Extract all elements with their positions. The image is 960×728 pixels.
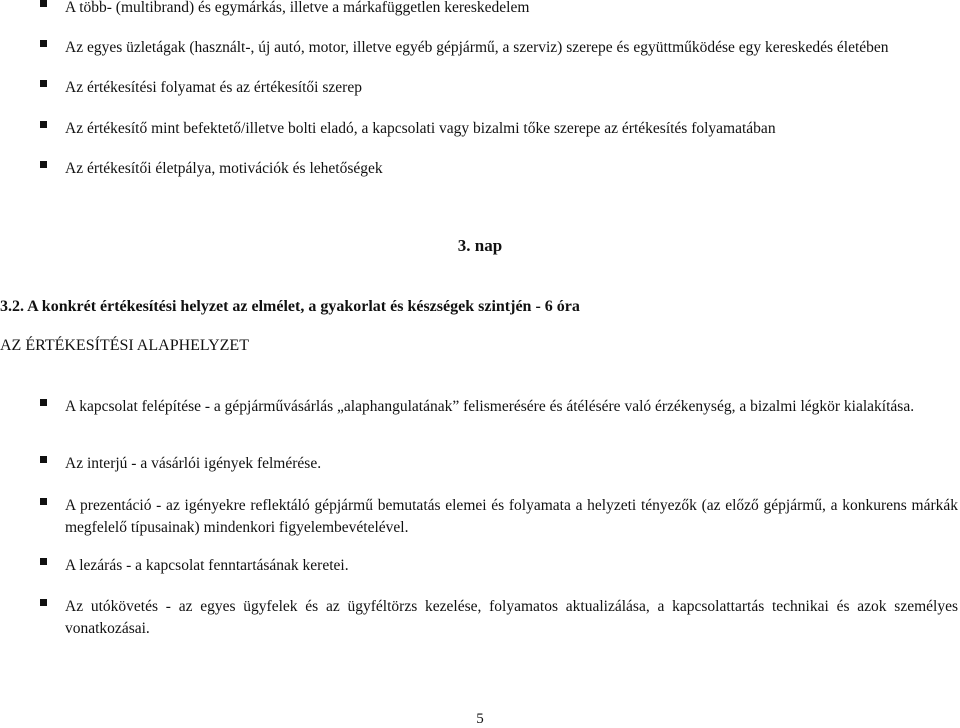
square-bullet-icon	[40, 161, 47, 168]
list-item-text: Az értékesítési folyamat és az értékesítői szerep	[65, 79, 362, 96]
list-item	[40, 0, 958, 19]
square-bullet-icon	[40, 399, 47, 406]
list-item	[40, 37, 958, 59]
square-bullet-icon	[40, 599, 47, 606]
list-item	[40, 596, 958, 640]
square-bullet-icon	[40, 498, 47, 505]
square-bullet-icon	[40, 80, 47, 87]
list-item-text: A lezárás - a kapcsolat fenntartásának keretei.	[65, 557, 349, 574]
page-number: 5	[476, 711, 484, 727]
list-item-text: Az értékesítői életpálya, motivációk és lehetőségek	[65, 160, 383, 177]
square-bullet-icon	[40, 558, 47, 565]
list-item-text: A prezentáció - az igényekre reflektáló gépjármű bemutatás elemei és folyamata a helyzeti tényezők (az előző gépjármű, a konkurens márkák megfelelő típusainak) mindenkori figyelembevételével.	[65, 497, 958, 536]
square-bullet-icon	[40, 40, 47, 47]
list-item-text: Az interjú - a vásárlói igények felmérése.	[65, 455, 322, 472]
list-item-text: Az utókövetés - az egyes ügyfelek és az ügyféltörzs kezelése, folyamatos aktualizálása, a kapcsolattartás technikai és azok személyes vonatkozásai.	[65, 598, 958, 637]
list-item	[40, 495, 958, 539]
section-title: 3.2. A konkrét értékesítési helyzet az elmélet, a gyakorlat és készségek szintjén - 6 óra	[0, 298, 580, 315]
square-bullet-icon	[40, 0, 47, 7]
caps-title: AZ ÉRTÉKESÍTÉSI ALAPHELYZET	[0, 337, 249, 354]
list-item	[40, 555, 958, 577]
square-bullet-icon	[40, 121, 47, 128]
day-heading: 3. nap	[457, 236, 503, 255]
list-item	[40, 396, 958, 418]
square-bullet-icon	[40, 456, 47, 463]
list-item	[40, 77, 958, 99]
list-item-text: A több- (multibrand) és egymárkás, illetve a márkafüggetlen kereskedelem	[65, 0, 530, 16]
list-item-text: Az egyes üzletágak (használt-, új autó, motor, illetve egyéb gépjármű, a szerviz) szerepe és együttműködése egy kereskedés életében	[65, 39, 889, 56]
list-item-text: A kapcsolat felépítése - a gépjárművásárlás „alaphangulatának” felismerésére és átélésére való érzékenység, a bizalmi légkör kialakítása.	[65, 398, 915, 415]
list-item	[40, 453, 958, 475]
list-item-text: Az értékesítő mint befektető/illetve bolti eladó, a kapcsolati vagy bizalmi tőke szerepe az értékesítés folyamatában	[65, 120, 776, 137]
list-item	[40, 118, 958, 140]
list-item	[40, 158, 958, 180]
